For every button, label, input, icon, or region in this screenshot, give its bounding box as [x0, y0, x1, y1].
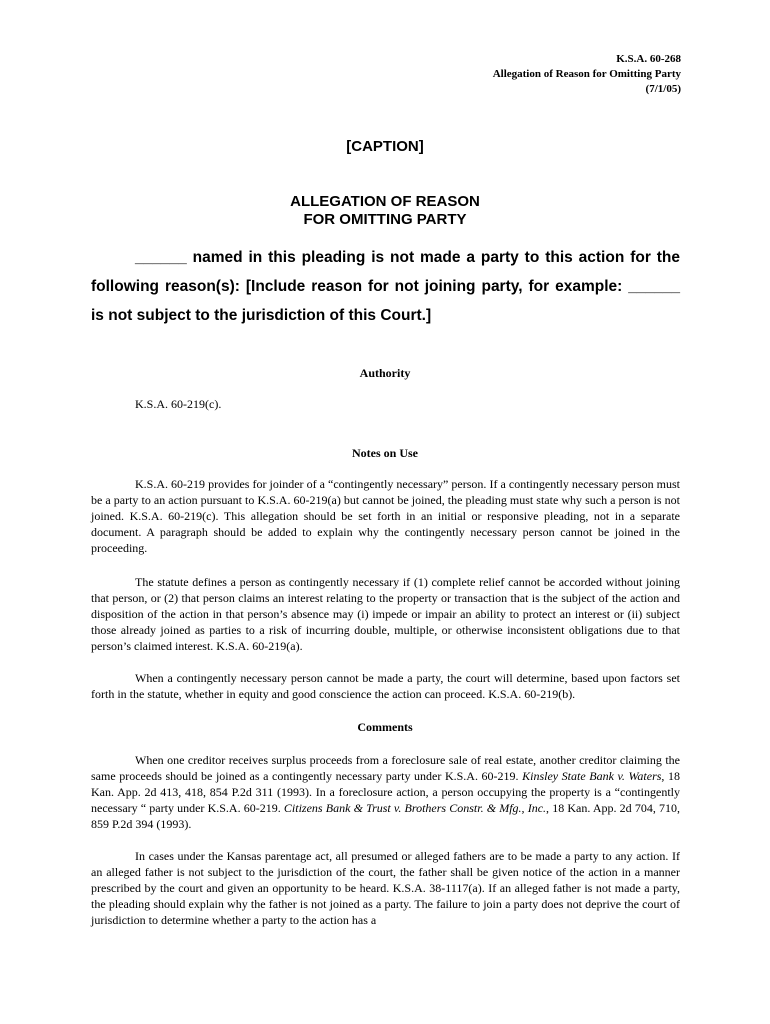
form-header [493, 52, 681, 97]
authority-text: K.S.A. 60-219(c). [135, 397, 222, 411]
title-line-2: FOR OMITTING PARTY [303, 211, 467, 228]
notes-paragraph-2 [91, 574, 680, 654]
case-citation-citizens-bank: Citizens Bank & Trust v. Brothers Constr. & Mfg., Inc. [283, 801, 547, 815]
allegation-text: ______ named in this pleading is not made a party to this action for the following reason(s): [Include reason for not joining party, for example: ______ is not subject to the jurisdiction of this Court.] [91, 249, 680, 324]
caption-placeholder: [CAPTION] [346, 138, 424, 155]
comments-paragraph-2-text: In cases under the Kansas parentage act, all presumed or alleged fathers are to be made a party to any action. If an alleged father is not subject to the jurisdiction of the court, the father shall be given notice of the action in a manner prescribed by the court and given an opportunity to be heard. K.S.A. 38-1117(a). If an alleged father is not made a party, the pleading should explain why the father is not joined as a party. The failure to join a party does not deprive the court of jurisdiction to determine whether a party to the action has a [91, 849, 680, 927]
notes-heading: Notes on Use [352, 446, 418, 460]
case-citation-kinsley: Kinsley State Bank v. Waters [522, 769, 662, 783]
title-line-1: ALLEGATION OF REASON [290, 193, 480, 210]
form-title: Allegation of Reason for Omitting Party [492, 68, 681, 80]
comments-heading: Comments [357, 720, 413, 734]
notes-paragraph-1-text: K.S.A. 60-219 provides for joinder of a “contingently necessary” person. If a contingently necessary person must be a party to an action pursuant to K.S.A. 60-219(a) but cannot be joined, the pleading must state why such a person is not joined. K.S.A. 60-219(c). This allegation should be set forth in an initial or responsive pleading, not in a separate document. A paragraph should be added to explain why the contingently necessary person cannot be joined in the proceeding. [91, 477, 680, 555]
comments-p1-part-b: , 18 Kan. App. 2d 413, 418, 854 P.2d 311 (1993). In a foreclosure action, a person occupying the property is a “contingently necessary “ party under K.S.A. 60-219. [91, 769, 681, 815]
statute-reference: K.S.A. 60-268 [616, 53, 681, 65]
comments-paragraph-1 [91, 752, 680, 832]
notes-paragraph-3-text: When a contingently necessary person cannot be made a party, the court will determine, based upon factors set forth in the statute, whether in equity and good conscience the action can proceed. K.S.A. 60-219(b). [91, 671, 680, 701]
document-title [0, 193, 770, 229]
notes-paragraph-3 [91, 670, 680, 702]
comments-paragraph-2 [91, 848, 680, 928]
notes-paragraph-1 [91, 476, 680, 556]
comments-p1-part-c: , 18 Kan. App. 2d 704, 710, 859 P.2d 394 (1993). [91, 801, 681, 831]
authority-heading: Authority [359, 366, 411, 380]
notes-paragraph-2-text: The statute defines a person as contingently necessary if (1) complete relief cannot be accorded without joining that person, or (2) that person claims an interest relating to the property or transaction that is the subject of the action and disposition of the action in that person’s absence may (i) impede or impair an ability to protect an interest or (ii) subject those already joined as parties to a risk of incurring double, multiple, or otherwise inconsistent obligations due to that person’s claimed interest. K.S.A. 60-219(a). [91, 575, 680, 653]
allegation-paragraph [91, 243, 680, 330]
form-date: (7/1/05) [645, 83, 681, 95]
comments-p1-part-a: When one creditor receives surplus proceeds from a foreclosure sale of real estate, another creditor claiming the same proceeds should be joined as a contingently necessary party under K.S.A. 60-219. [91, 753, 680, 783]
